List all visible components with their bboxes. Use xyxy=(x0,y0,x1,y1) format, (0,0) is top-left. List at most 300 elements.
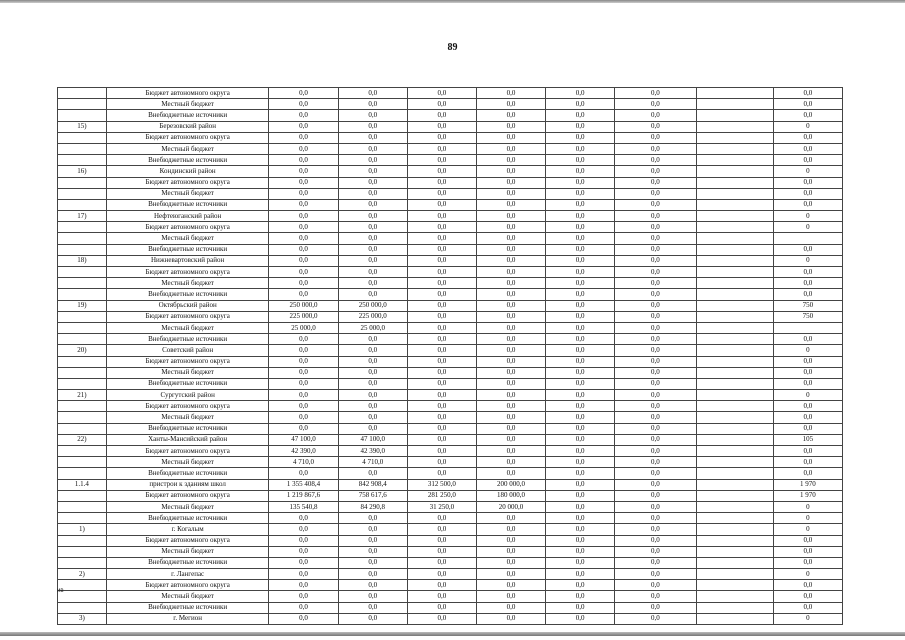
num-cell xyxy=(58,88,107,99)
value-cell: 0,0 xyxy=(338,188,407,199)
empty-cell xyxy=(696,501,773,512)
value-cell: 0,0 xyxy=(615,244,696,255)
table-row xyxy=(58,233,843,244)
name-cell: Внебюджетные источники xyxy=(106,378,269,389)
value-cell: 0,0 xyxy=(546,401,615,412)
name-cell: Внебюджетные источники xyxy=(106,110,269,121)
table-row xyxy=(58,457,843,468)
value-cell: 0,0 xyxy=(546,580,615,591)
name-cell: Местный бюджет xyxy=(106,278,269,289)
value-cell: 0,0 xyxy=(476,535,545,546)
value-cell: 0,0 xyxy=(546,457,615,468)
value-cell: 0,0 xyxy=(773,412,842,423)
value-cell: 0,0 xyxy=(476,390,545,401)
value-cell: 0,0 xyxy=(546,367,615,378)
value-cell: 0,0 xyxy=(476,199,545,210)
value-cell: 0,0 xyxy=(615,233,696,244)
value-cell: 0,0 xyxy=(773,88,842,99)
value-cell: 0 xyxy=(773,390,842,401)
value-cell: 0,0 xyxy=(546,378,615,389)
num-cell xyxy=(58,401,107,412)
num-cell xyxy=(58,356,107,367)
value-cell: 250 000,0 xyxy=(338,300,407,311)
value-cell: 0,0 xyxy=(269,524,338,535)
num-cell xyxy=(58,546,107,557)
scan-bottom-edge xyxy=(0,632,905,636)
value-cell: 0,0 xyxy=(338,278,407,289)
value-cell: 0,0 xyxy=(407,569,476,580)
num-cell: 22) xyxy=(58,434,107,445)
value-cell: 25 000,0 xyxy=(269,322,338,333)
num-cell: 15) xyxy=(58,121,107,132)
empty-cell xyxy=(696,132,773,143)
empty-cell xyxy=(696,244,773,255)
value-cell: 0,0 xyxy=(476,143,545,154)
name-cell: Внебюджетные источники xyxy=(106,602,269,613)
empty-cell xyxy=(696,322,773,333)
value-cell: 0,0 xyxy=(407,222,476,233)
table-row xyxy=(58,434,843,445)
value-cell: 0,0 xyxy=(269,569,338,580)
value-cell: 0,0 xyxy=(338,222,407,233)
value-cell: 0,0 xyxy=(546,524,615,535)
value-cell: 0,0 xyxy=(338,580,407,591)
value-cell: 0,0 xyxy=(407,166,476,177)
value-cell: 0,0 xyxy=(338,132,407,143)
value-cell: 0,0 xyxy=(269,110,338,121)
empty-cell xyxy=(696,490,773,501)
value-cell: 0,0 xyxy=(338,546,407,557)
value-cell: 0,0 xyxy=(269,166,338,177)
value-cell: 0,0 xyxy=(476,434,545,445)
empty-cell xyxy=(696,423,773,434)
value-cell: 0,0 xyxy=(615,434,696,445)
name-cell: г. Когалым xyxy=(106,524,269,535)
table-row xyxy=(58,557,843,568)
value-cell: 0,0 xyxy=(546,267,615,278)
value-cell: 0 xyxy=(773,121,842,132)
value-cell: 0,0 xyxy=(338,99,407,110)
value-cell: 0,0 xyxy=(615,390,696,401)
value-cell: 0,0 xyxy=(338,177,407,188)
value-cell: 0,0 xyxy=(269,121,338,132)
value-cell: 0,0 xyxy=(407,468,476,479)
value-cell: 0,0 xyxy=(615,166,696,177)
value-cell: 0,0 xyxy=(476,255,545,266)
num-cell xyxy=(58,110,107,121)
value-cell: 0,0 xyxy=(615,289,696,300)
value-cell: 0,0 xyxy=(407,311,476,322)
value-cell: 0,0 xyxy=(615,580,696,591)
name-cell: Нефтеюганский район xyxy=(106,211,269,222)
value-cell: 31 250,0 xyxy=(407,501,476,512)
value-cell: 0,0 xyxy=(269,390,338,401)
value-cell: 0,0 xyxy=(546,311,615,322)
value-cell: 0,0 xyxy=(546,490,615,501)
value-cell: 0,0 xyxy=(338,155,407,166)
value-cell: 0 xyxy=(773,222,842,233)
value-cell: 758 617,6 xyxy=(338,490,407,501)
empty-cell xyxy=(696,267,773,278)
value-cell: 0,0 xyxy=(269,546,338,557)
value-cell: 842 908,4 xyxy=(338,479,407,490)
value-cell: 0,0 xyxy=(407,143,476,154)
value-cell: 0,0 xyxy=(338,345,407,356)
table-row xyxy=(58,468,843,479)
value-cell: 0,0 xyxy=(615,155,696,166)
name-cell: Местный бюджет xyxy=(106,501,269,512)
value-cell: 0,0 xyxy=(546,300,615,311)
value-cell: 0,0 xyxy=(269,155,338,166)
name-cell: Нижневартовский район xyxy=(106,255,269,266)
value-cell: 0,0 xyxy=(615,356,696,367)
value-cell: 42 390,0 xyxy=(338,446,407,457)
table-row xyxy=(58,334,843,345)
table-row xyxy=(58,569,843,580)
empty-cell xyxy=(696,345,773,356)
table-row xyxy=(58,580,843,591)
value-cell: 0,0 xyxy=(773,378,842,389)
empty-cell xyxy=(696,99,773,110)
value-cell: 0,0 xyxy=(546,99,615,110)
value-cell: 0,0 xyxy=(407,524,476,535)
value-cell: 0,0 xyxy=(338,211,407,222)
table-row xyxy=(58,501,843,512)
value-cell: 0,0 xyxy=(546,613,615,624)
value-cell: 0,0 xyxy=(546,222,615,233)
value-cell: 0,0 xyxy=(476,557,545,568)
name-cell: Внебюджетные источники xyxy=(106,557,269,568)
num-cell xyxy=(58,591,107,602)
num-cell xyxy=(58,289,107,300)
value-cell: 0 xyxy=(773,513,842,524)
empty-cell xyxy=(696,222,773,233)
value-cell: 0,0 xyxy=(476,155,545,166)
value-cell: 0,0 xyxy=(546,143,615,154)
name-cell: Местный бюджет xyxy=(106,99,269,110)
value-cell: 0,0 xyxy=(773,401,842,412)
value-cell: 0,0 xyxy=(407,602,476,613)
empty-cell xyxy=(696,289,773,300)
value-cell: 0,0 xyxy=(269,535,338,546)
num-cell xyxy=(58,378,107,389)
value-cell: 0,0 xyxy=(476,345,545,356)
value-cell: 135 540,8 xyxy=(269,501,338,512)
value-cell: 0,0 xyxy=(338,401,407,412)
value-cell: 0,0 xyxy=(546,155,615,166)
value-cell: 84 290,8 xyxy=(338,501,407,512)
name-cell: Внебюджетные источники xyxy=(106,423,269,434)
value-cell: 1 970 xyxy=(773,479,842,490)
value-cell: 0,0 xyxy=(338,267,407,278)
value-cell: 0,0 xyxy=(476,580,545,591)
name-cell: Бюджет автономного округа xyxy=(106,88,269,99)
value-cell: 0,0 xyxy=(773,99,842,110)
value-cell: 0,0 xyxy=(338,602,407,613)
page-number: 89 xyxy=(447,42,458,53)
value-cell: 0,0 xyxy=(546,535,615,546)
value-cell: 0,0 xyxy=(546,479,615,490)
value-cell: 0,0 xyxy=(476,591,545,602)
num-cell xyxy=(58,132,107,143)
table-row xyxy=(58,110,843,121)
name-cell: Внебюджетные источники xyxy=(106,513,269,524)
name-cell: Местный бюджет xyxy=(106,143,269,154)
budget-table-body xyxy=(58,88,843,625)
value-cell: 0,0 xyxy=(615,513,696,524)
num-cell xyxy=(58,446,107,457)
value-cell: 0,0 xyxy=(338,423,407,434)
value-cell: 1 355 408,4 xyxy=(269,479,338,490)
table-row xyxy=(58,177,843,188)
num-cell xyxy=(58,267,107,278)
table-row xyxy=(58,211,843,222)
empty-cell xyxy=(696,166,773,177)
num-cell xyxy=(58,233,107,244)
empty-cell xyxy=(696,367,773,378)
value-cell: 0,0 xyxy=(269,244,338,255)
value-cell: 0,0 xyxy=(615,177,696,188)
value-cell: 0,0 xyxy=(269,177,338,188)
value-cell: 0,0 xyxy=(546,233,615,244)
value-cell: 0,0 xyxy=(476,446,545,457)
value-cell: 0,0 xyxy=(407,322,476,333)
empty-cell xyxy=(696,524,773,535)
table-row xyxy=(58,524,843,535)
empty-cell xyxy=(696,446,773,457)
value-cell: 0,0 xyxy=(269,278,338,289)
value-cell: 0,0 xyxy=(407,535,476,546)
table-row xyxy=(58,244,843,255)
table-row xyxy=(58,166,843,177)
empty-cell xyxy=(696,255,773,266)
value-cell: 0,0 xyxy=(338,244,407,255)
empty-cell xyxy=(696,557,773,568)
value-cell: 0,0 xyxy=(407,546,476,557)
table-row xyxy=(58,390,843,401)
value-cell: 0,0 xyxy=(546,110,615,121)
empty-cell xyxy=(696,233,773,244)
table-row xyxy=(58,490,843,501)
value-cell: 180 000,0 xyxy=(476,490,545,501)
value-cell: 0,0 xyxy=(269,378,338,389)
name-cell: Внебюджетные источники xyxy=(106,468,269,479)
num-cell: 1) xyxy=(58,524,107,535)
value-cell: 25 000,0 xyxy=(338,322,407,333)
value-cell: 0,0 xyxy=(615,412,696,423)
name-cell: Бюджет автономного округа xyxy=(106,356,269,367)
value-cell: 0,0 xyxy=(338,255,407,266)
value-cell: 0,0 xyxy=(338,524,407,535)
value-cell: 0,0 xyxy=(615,199,696,210)
name-cell: Советский район xyxy=(106,345,269,356)
value-cell: 0,0 xyxy=(338,334,407,345)
value-cell: 42 390,0 xyxy=(269,446,338,457)
name-cell: Бюджет автономного округа xyxy=(106,446,269,457)
empty-cell xyxy=(696,412,773,423)
value-cell: 0,0 xyxy=(546,188,615,199)
name-cell: Внебюджетные источники xyxy=(106,199,269,210)
num-cell xyxy=(58,367,107,378)
value-cell: 0,0 xyxy=(546,591,615,602)
name-cell: Местный бюджет xyxy=(106,367,269,378)
value-cell: 0,0 xyxy=(546,177,615,188)
table-row xyxy=(58,132,843,143)
value-cell: 0 xyxy=(773,569,842,580)
table-row xyxy=(58,535,843,546)
value-cell: 0,0 xyxy=(269,591,338,602)
value-cell: 0,0 xyxy=(546,501,615,512)
value-cell: 0,0 xyxy=(773,155,842,166)
value-cell: 0,0 xyxy=(615,569,696,580)
value-cell: 0,0 xyxy=(546,423,615,434)
value-cell: 0,0 xyxy=(269,233,338,244)
value-cell: 0,0 xyxy=(615,300,696,311)
value-cell: 0,0 xyxy=(269,557,338,568)
value-cell: 4 710,0 xyxy=(269,457,338,468)
num-cell xyxy=(58,513,107,524)
name-cell: Сургутский район xyxy=(106,390,269,401)
name-cell: пристрои к зданиям школ xyxy=(106,479,269,490)
value-cell: 0,0 xyxy=(476,513,545,524)
value-cell: 0,0 xyxy=(407,88,476,99)
table-row xyxy=(58,345,843,356)
value-cell: 0,0 xyxy=(615,367,696,378)
empty-cell xyxy=(696,457,773,468)
value-cell: 0,0 xyxy=(476,401,545,412)
value-cell: 0,0 xyxy=(476,132,545,143)
value-cell: 0,0 xyxy=(269,602,338,613)
value-cell: 0,0 xyxy=(269,188,338,199)
value-cell: 0,0 xyxy=(615,278,696,289)
value-cell: 0,0 xyxy=(407,390,476,401)
value-cell: 0,0 xyxy=(773,468,842,479)
value-cell: 0,0 xyxy=(615,401,696,412)
value-cell: 0,0 xyxy=(269,88,338,99)
value-cell: 0,0 xyxy=(773,334,842,345)
num-cell xyxy=(58,155,107,166)
value-cell: 0,0 xyxy=(407,412,476,423)
value-cell: 0,0 xyxy=(773,177,842,188)
value-cell: 0,0 xyxy=(546,334,615,345)
num-cell: 19) xyxy=(58,300,107,311)
name-cell: Бюджет автономного округа xyxy=(106,580,269,591)
value-cell: 0,0 xyxy=(476,468,545,479)
value-cell: 281 250,0 xyxy=(407,490,476,501)
value-cell: 0,0 xyxy=(407,255,476,266)
value-cell: 0 xyxy=(773,345,842,356)
value-cell: 0,0 xyxy=(773,457,842,468)
value-cell: 0,0 xyxy=(338,390,407,401)
value-cell: 0,0 xyxy=(615,334,696,345)
value-cell: 0,0 xyxy=(269,513,338,524)
table-row xyxy=(58,199,843,210)
empty-cell xyxy=(696,401,773,412)
name-cell: Бюджет автономного округа xyxy=(106,490,269,501)
value-cell: 0,0 xyxy=(476,177,545,188)
table-row xyxy=(58,591,843,602)
value-cell: 0,0 xyxy=(338,591,407,602)
name-cell: Внебюджетные источники xyxy=(106,244,269,255)
value-cell: 0,0 xyxy=(476,188,545,199)
empty-cell xyxy=(696,479,773,490)
name-cell: Бюджет автономного округа xyxy=(106,267,269,278)
value-cell: 0,0 xyxy=(773,580,842,591)
table-row xyxy=(58,143,843,154)
value-cell: 0,0 xyxy=(546,289,615,300)
value-cell: 0,0 xyxy=(615,501,696,512)
table-row xyxy=(58,121,843,132)
value-cell: 0,0 xyxy=(269,222,338,233)
value-cell: 0,0 xyxy=(546,244,615,255)
value-cell: 0,0 xyxy=(546,569,615,580)
value-cell: 0,0 xyxy=(615,378,696,389)
value-cell: 0,0 xyxy=(407,423,476,434)
table-row xyxy=(58,289,843,300)
value-cell: 0,0 xyxy=(407,267,476,278)
value-cell: 0,0 xyxy=(407,580,476,591)
value-cell: 0,0 xyxy=(269,423,338,434)
table-row xyxy=(58,255,843,266)
table-row xyxy=(58,155,843,166)
value-cell: 0,0 xyxy=(407,557,476,568)
table-row xyxy=(58,423,843,434)
value-cell: 225 000,0 xyxy=(269,311,338,322)
empty-cell xyxy=(696,390,773,401)
value-cell: 0,0 xyxy=(476,99,545,110)
value-cell: 0,0 xyxy=(615,479,696,490)
value-cell: 0 xyxy=(773,501,842,512)
table-row xyxy=(58,378,843,389)
empty-cell xyxy=(696,434,773,445)
value-cell: 0,0 xyxy=(546,468,615,479)
value-cell: 0,0 xyxy=(546,211,615,222)
value-cell: 0,0 xyxy=(269,143,338,154)
value-cell: 0,0 xyxy=(615,267,696,278)
value-cell: 0,0 xyxy=(546,390,615,401)
value-cell: 0,0 xyxy=(338,557,407,568)
value-cell: 0,0 xyxy=(338,356,407,367)
value-cell: 0 xyxy=(773,166,842,177)
num-cell: 3) xyxy=(58,613,107,624)
value-cell: 0,0 xyxy=(546,434,615,445)
value-cell: 750 xyxy=(773,311,842,322)
value-cell: 0,0 xyxy=(546,278,615,289)
value-cell: 0,0 xyxy=(407,613,476,624)
value-cell: 0,0 xyxy=(773,591,842,602)
empty-cell xyxy=(696,110,773,121)
value-cell: 105 xyxy=(773,434,842,445)
value-cell: 0,0 xyxy=(269,580,338,591)
value-cell: 0,0 xyxy=(338,143,407,154)
budget-table xyxy=(57,87,843,625)
table-row xyxy=(58,267,843,278)
name-cell: Местный бюджет xyxy=(106,188,269,199)
value-cell: 0,0 xyxy=(338,88,407,99)
empty-cell xyxy=(696,546,773,557)
value-cell: 0,0 xyxy=(407,188,476,199)
value-cell: 0,0 xyxy=(338,367,407,378)
value-cell: 0,0 xyxy=(615,446,696,457)
table-row xyxy=(58,278,843,289)
num-cell: 20) xyxy=(58,345,107,356)
value-cell: 0,0 xyxy=(615,457,696,468)
name-cell: Внебюджетные источники xyxy=(106,155,269,166)
value-cell: 0,0 xyxy=(338,233,407,244)
value-cell: 312 500,0 xyxy=(407,479,476,490)
value-cell: 0,0 xyxy=(615,132,696,143)
value-cell: 0,0 xyxy=(615,546,696,557)
